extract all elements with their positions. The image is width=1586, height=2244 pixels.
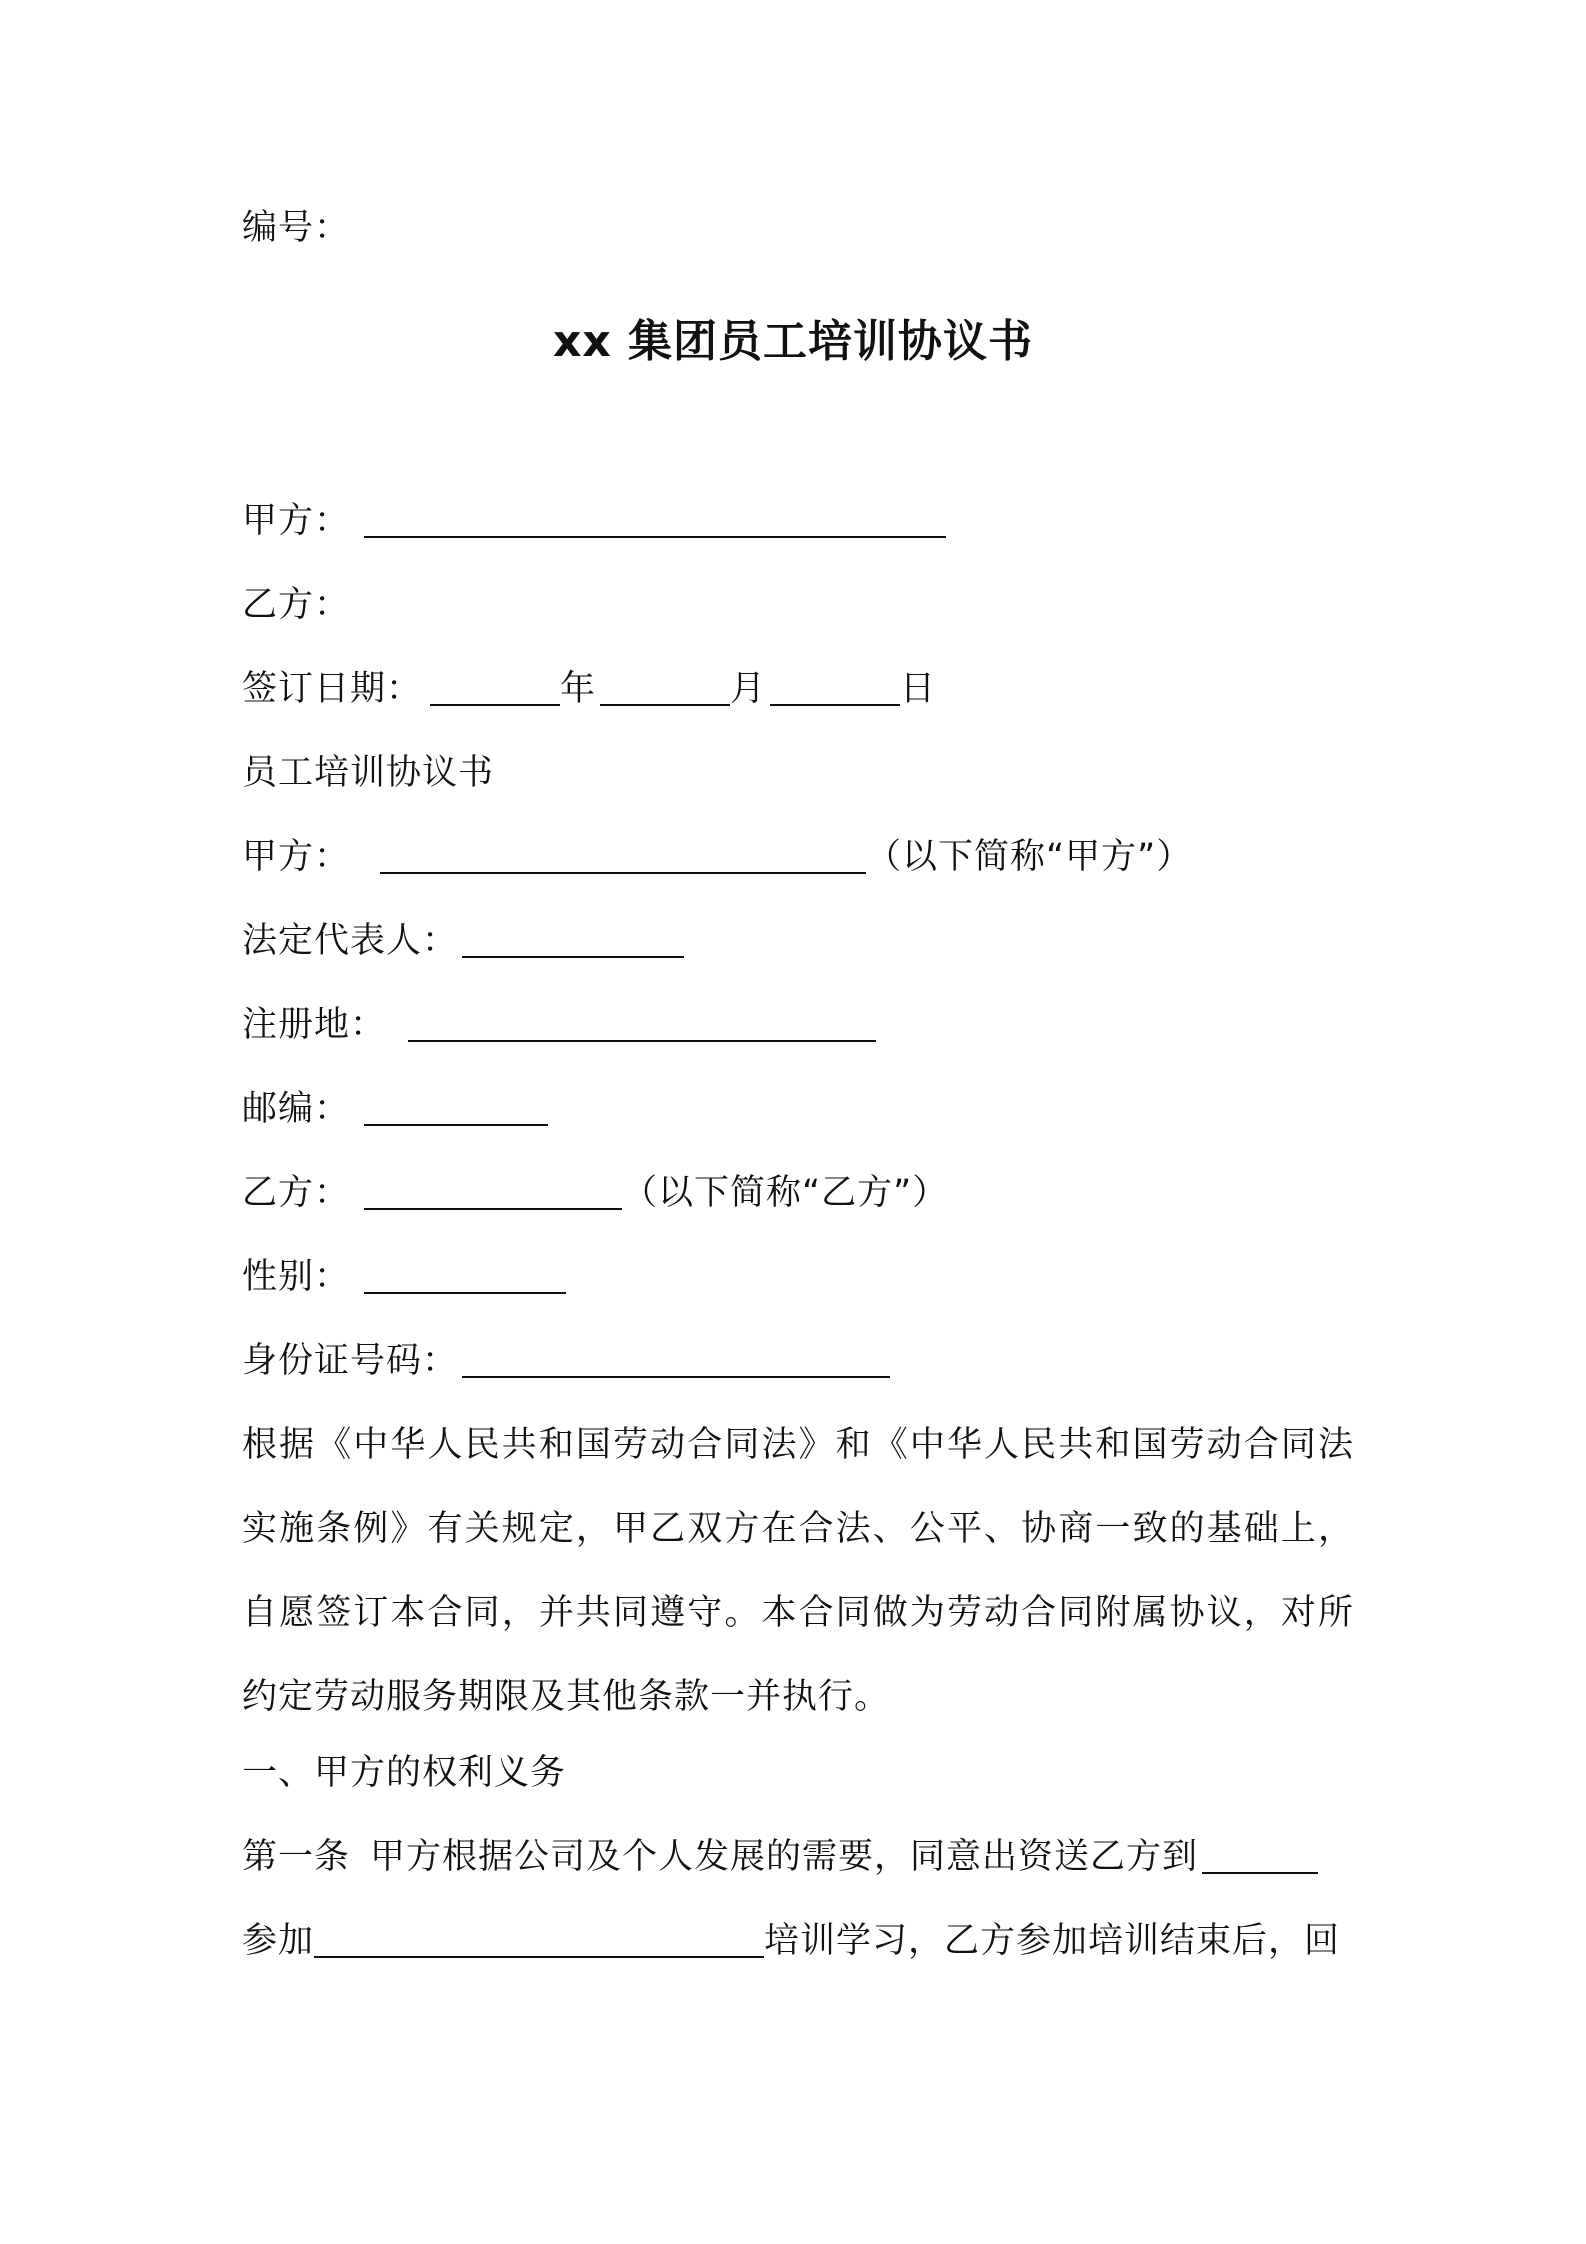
subtitle: 员工培训协议书 xyxy=(242,753,495,793)
postcode-label: 邮编： xyxy=(242,1089,351,1129)
party-a-detail-line xyxy=(242,832,1192,882)
intro-line-3: 自愿签订本合同，并共同遵守。本合同做为劳动合同附属协议，对所 xyxy=(242,1593,1354,1633)
id-number-line xyxy=(242,1336,890,1386)
id-number-blank[interactable] xyxy=(462,1338,890,1378)
reg-address-line xyxy=(242,1000,876,1050)
training-program-blank[interactable] xyxy=(314,1918,764,1958)
gender-blank[interactable] xyxy=(364,1254,566,1294)
sign-date-line xyxy=(242,664,936,714)
article-1-text: 甲方根据公司及个人发展的需要，同意出资送乙方到 xyxy=(370,1837,1199,1877)
article-1-line-2 xyxy=(242,1916,1340,1966)
party-b-name-blank[interactable] xyxy=(364,1170,622,1210)
year-label: 年 xyxy=(560,669,597,709)
legal-rep-blank[interactable] xyxy=(462,918,684,958)
reg-address-blank[interactable] xyxy=(408,1002,876,1042)
party-b-line xyxy=(242,580,350,630)
party-b-label-2: 乙方： xyxy=(242,1173,351,1213)
party-a-name-blank[interactable] xyxy=(380,834,866,874)
month-label: 月 xyxy=(730,669,767,709)
party-a-label-2: 甲方： xyxy=(242,837,351,877)
postcode-blank[interactable] xyxy=(364,1086,548,1126)
article-1-attend-label: 参加 xyxy=(242,1921,315,1961)
sign-day-blank[interactable] xyxy=(770,666,900,706)
gender-line xyxy=(242,1252,566,1302)
legal-rep-line xyxy=(242,916,684,966)
sign-month-blank[interactable] xyxy=(600,666,730,706)
party-b-note: （以下简称“乙方”） xyxy=(622,1173,949,1213)
party-b-label: 乙方： xyxy=(242,585,351,625)
legal-rep-label: 法定代表人： xyxy=(242,921,459,961)
gender-label: 性别： xyxy=(242,1257,351,1297)
reg-address-label: 注册地： xyxy=(242,1005,387,1045)
party-a-line xyxy=(242,496,946,546)
party-b-detail-line xyxy=(242,1168,948,1218)
article-1-line-1 xyxy=(242,1832,1318,1882)
postcode-line xyxy=(242,1084,548,1134)
sign-date-label: 签订日期： xyxy=(242,669,423,709)
document-number-label: 编号： xyxy=(242,208,351,248)
document-title: xx 集团员工培训协议书 xyxy=(552,316,1034,367)
id-number-label: 身份证号码： xyxy=(242,1341,459,1381)
intro-line-1: 根据《中华人民共和国劳动合同法》和《中华人民共和国劳动合同法 xyxy=(242,1425,1354,1465)
day-label: 日 xyxy=(900,669,937,709)
section-1-heading: 一、甲方的权利义务 xyxy=(242,1753,567,1793)
party-a-label: 甲方： xyxy=(242,501,351,541)
party-a-blank[interactable] xyxy=(364,498,946,538)
sign-year-blank[interactable] xyxy=(430,666,560,706)
article-1-prefix: 第一条 xyxy=(242,1837,351,1877)
intro-line-2: 实施条例》有关规定，甲乙双方在合法、公平、协商一致的基础上， xyxy=(242,1509,1354,1549)
article-1-line-2-text: 培训学习，乙方参加培训结束后，回 xyxy=(764,1921,1341,1961)
intro-paragraph xyxy=(242,1403,1354,1739)
training-place-blank[interactable] xyxy=(1202,1834,1318,1874)
party-a-note: （以下简称“甲方”） xyxy=(866,837,1193,877)
intro-line-4: 约定劳动服务期限及其他条款一并执行。 xyxy=(242,1677,891,1717)
